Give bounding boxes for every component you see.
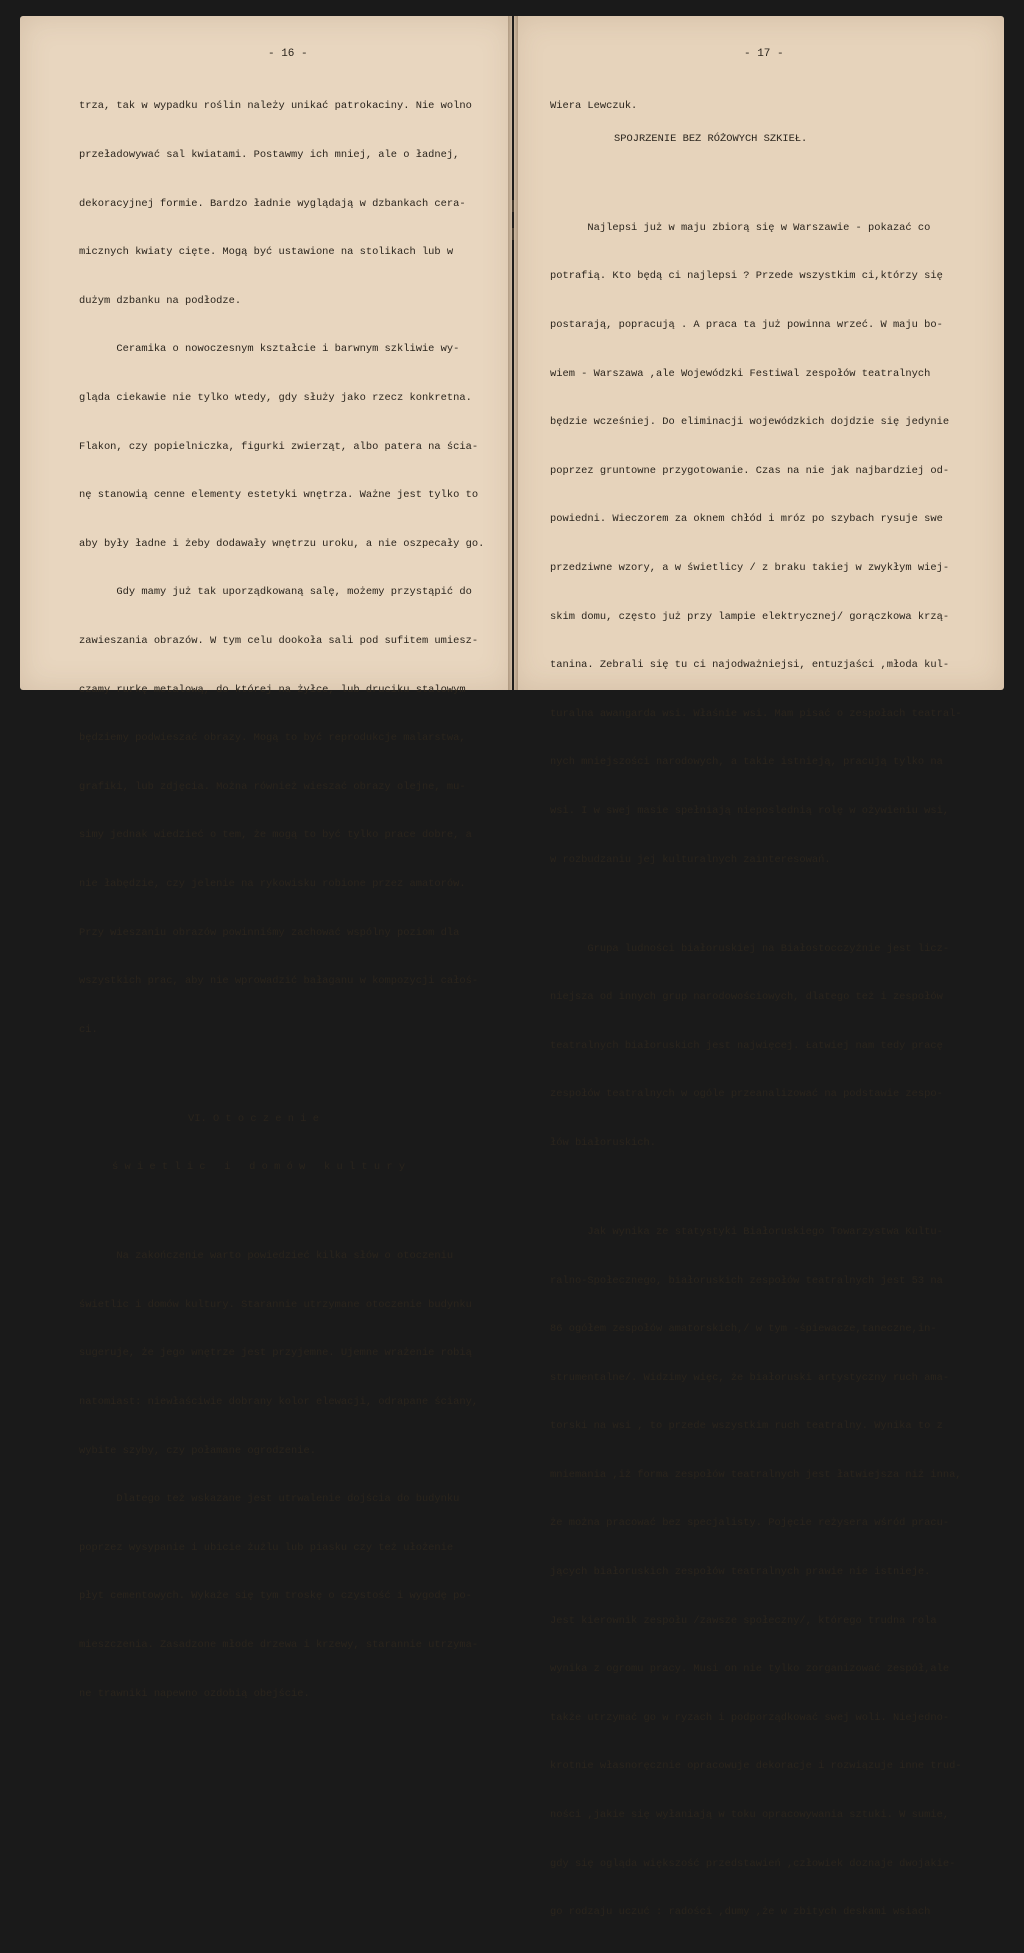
text-line: będzie wcześniej. Do eliminacji wojewódzkich dojdzie się jedynie: [550, 416, 950, 429]
page-number: - 17 -: [744, 48, 784, 60]
text-line: gląda ciekawie nie tylko wtedy, gdy służy jako rzecz konkretna.: [79, 391, 472, 404]
text-line: Najlepsi już w maju zbiorą się w Warszawie - pokazać co: [550, 221, 931, 234]
author-line: Wiera Lewczuk.: [550, 100, 638, 113]
text-line: Ceramika o nowoczesnym kształcie i barwnym szkliwie wy-: [79, 343, 460, 356]
text-line: że można pracować bez specjalisty. Pojęcie reżysera wśród pracu-: [550, 1517, 950, 1530]
text-line: Grupa ludności białoruskiej na Białostocczyźnie jest licz-: [550, 942, 950, 955]
right-page: [514, 16, 1004, 1919]
text-line: ci.: [79, 1023, 98, 1036]
text-line: także utrzymać go w ryzach i podporządkować swej woli. Niejedno-: [550, 1711, 950, 1724]
text-line: wsi. I w swej masie spełniają nieposlednią rolę w ożywieniu wsi,: [550, 804, 950, 817]
text-line: Flakon, czy popielniczka, figurki zwierząt, albo patera na ścia-: [79, 440, 479, 453]
text-line: ności ,jakie się wyłaniają w toku opracowywania sztuki. W sumie,: [550, 1809, 950, 1822]
text-line: zespołów teatralnych w ogóle przeanalizować na podstawie zespo-: [550, 1088, 943, 1101]
text-line: łów białoruskich.: [550, 1136, 657, 1149]
text-line: potrafią. Kto będą ci najlepsi ? Przede wszystkim ci,którzy się: [550, 270, 943, 283]
text-line: przeładowywać sal kwiatami. Postawmy ich mniej, ale o ładnej,: [79, 149, 460, 161]
text-line: micznych kwiaty cięte. Mogą być ustawione na stolikach lub w: [79, 246, 454, 259]
text-line: wiem - Warszawa ,ale Wojewódzki Festiwal zespołów teatralnych: [550, 367, 931, 380]
text-line: wszystkich prac, aby nie wprowadzić bałaganu w kompozycji całoś-: [79, 975, 479, 988]
text-line: torski na wsi , to przede wszystkim ruch teatralny. Wynika to z: [550, 1420, 943, 1433]
text-line: Przy wieszaniu obrazów powinniśmy zachować wspólny poziom dla: [79, 926, 460, 939]
text-line: go rodzaju uczuć : radości ,dumy ,że w zbitych deskami wsiach: [550, 1906, 931, 1919]
text-line: dużym dzbanku na podłodze.: [79, 294, 242, 307]
text-line: natomiast: niewłaściwie dobrany kolor elewacji, odrapane ściany,: [79, 1396, 479, 1409]
left-page: [20, 16, 512, 1700]
text-line: Na zakończenie warto powiedzieć kilka słów o otoczeniu: [79, 1250, 454, 1263]
text-line: aby były ładne i żeby dodawały wnętrzu uroku, a nie oszpecały go.: [79, 537, 485, 550]
text-line: dekoracyjnej formie. Bardzo ładnie wyglądają w dzbankach cera-: [79, 197, 466, 210]
text-line: gdy się ogląda większość przedstawień ,człowiek doznaje dwojakie-: [550, 1857, 956, 1870]
section-heading: VI. O t o c z e n i e: [188, 1112, 319, 1125]
text-line: mniemania ,iż forma zespołów teatralnych jest łatwiejsza niż inna,: [550, 1468, 962, 1481]
text-line: zawieszania obrazów. W tym celu dookoła sali pod sufitem umiesz-: [79, 634, 479, 647]
text-line: płyt cementowych. Wykaże się tym troskę o czystość i wygodę po-: [79, 1590, 472, 1603]
article-title: SPOJRZENIE BEZ RÓŻOWYCH SZKIEŁ.: [614, 132, 808, 145]
text-line: będziemy podwieszać obrazy. Mogą to być reprodukcje malarstwa,: [79, 732, 466, 745]
text-line: Dlatego też wskazane jest utrwalenie dojścia do budynku: [79, 1493, 460, 1506]
section-subheading: ś w i e t l i c i d o m ó w k u l t u r y: [112, 1161, 406, 1174]
text-line: tanina. Zebrali się tu ci najodważniejsi, entuzjaści ,młoda kul-: [550, 659, 950, 672]
text-line: strumentalne/. Widzimy więc, że białoruski artystyczny ruch ama-: [550, 1371, 950, 1384]
text-line: simy jednak wiedzieć o tem, że mogą to być tylko prace dobre, a: [79, 829, 472, 842]
text-line: teatralnych białoruskich jest najwięcej. Łatwiej nam tedy pracę: [550, 1039, 943, 1052]
text-line: ralno-Społecznego, białoruskich zespołów teatralnych jest 53 na: [550, 1274, 943, 1287]
text-line: skim domu, często już przy lampie elektrycznej/ gorączkowa krzą-: [550, 610, 950, 623]
text-line: sugeruje, że jego wnętrze jest przyjemne. Ujemne wrażenie robią: [79, 1347, 472, 1360]
text-line: Jest kierownik zespołu /zawsze społeczny/, którego trudna rola: [550, 1614, 937, 1627]
text-line: powiedni. Wieczorem za oknem chłód i mróz po szybach rysuje swe: [550, 513, 943, 526]
text-line: poprzez gruntowne przygotowanie. Czas na nie jak najbardziej od-: [550, 464, 950, 477]
text-line: 86 ogółem zespołów amatorskich,/ w tym -śpiewacze,taneczne,in-: [550, 1323, 937, 1336]
right-page-text: [550, 66, 962, 1953]
text-line: Jak wynika ze statystyki Białoruskiego Towarzystwa Kultu-: [550, 1225, 943, 1238]
text-line: jących białoruskich zespołów teatralnych prawie nie istnieje.: [550, 1566, 931, 1579]
staple-marks: [508, 200, 518, 240]
page-number: - 16 -: [268, 48, 308, 60]
text-line: Gdy mamy już tak uporządkowaną salę, możemy przystąpić do: [79, 586, 472, 599]
text-line: przedziwne wzory, a w świetlicy / z braku takiej w zwykłym wiej-: [550, 561, 950, 574]
text-line: nie łabędzie, czy jelenie na rykowisku robione przez amatorów.: [79, 877, 466, 890]
text-line: niejsza od innych grup narodowościowych, dlatego też i zespołów: [550, 991, 943, 1004]
text-line: krotnie własnoręcznie opracowuje dekoracje i rozwiązuje inne trud-: [550, 1760, 962, 1773]
text-line: grafiki, lub zdjęcia. Można również wieszać obrazy olejne, mu-: [79, 780, 466, 793]
book-gutter: [508, 16, 518, 690]
text-line: nę stanowią cenne elementy estetyki wnętrza. Ważne jest tylko to: [79, 489, 479, 502]
text-line: czamy rurkę metalową, do której na żyłce, lub druciku stalowym: [79, 683, 466, 696]
left-page-text: [79, 66, 484, 1734]
text-line: turalna awangarda wsi. Właśnie wsi. Mam pisać o zespołach teatral-: [550, 707, 962, 720]
text-line: nych mniejszości narodowych, a takie istnieją, pracują tylko na: [550, 756, 943, 769]
text-line: wybite szyby, czy połamane ogrodzenie.: [79, 1444, 316, 1457]
text-line: w rozbudzaniu jej kulturalnych zainteresowań.: [550, 853, 831, 866]
text-line: mieszczenia. Zasadzone młode drzewa i krzewy, starannie utrzyma-: [79, 1639, 479, 1652]
text-line: postarają, popracują . A praca ta już powinna wrzeć. W maju bo-: [550, 319, 943, 331]
text-line: poprzez wysypanie i ubicie żużlu lub piasku czy też ułożenie: [79, 1541, 454, 1554]
text-line: trza, tak w wypadku roślin należy unikać patrokaciny. Nie wolno: [79, 100, 472, 113]
text-line: świetlic i domów kultury. Starannie utrzymane otoczenie budynku: [79, 1298, 472, 1311]
text-line: wynika z ogromu pracy. Musi on nie tylko zorganizować zespół,ale: [550, 1663, 950, 1676]
text-line: ne trawniki napewno ozdobią obejście.: [79, 1687, 310, 1700]
